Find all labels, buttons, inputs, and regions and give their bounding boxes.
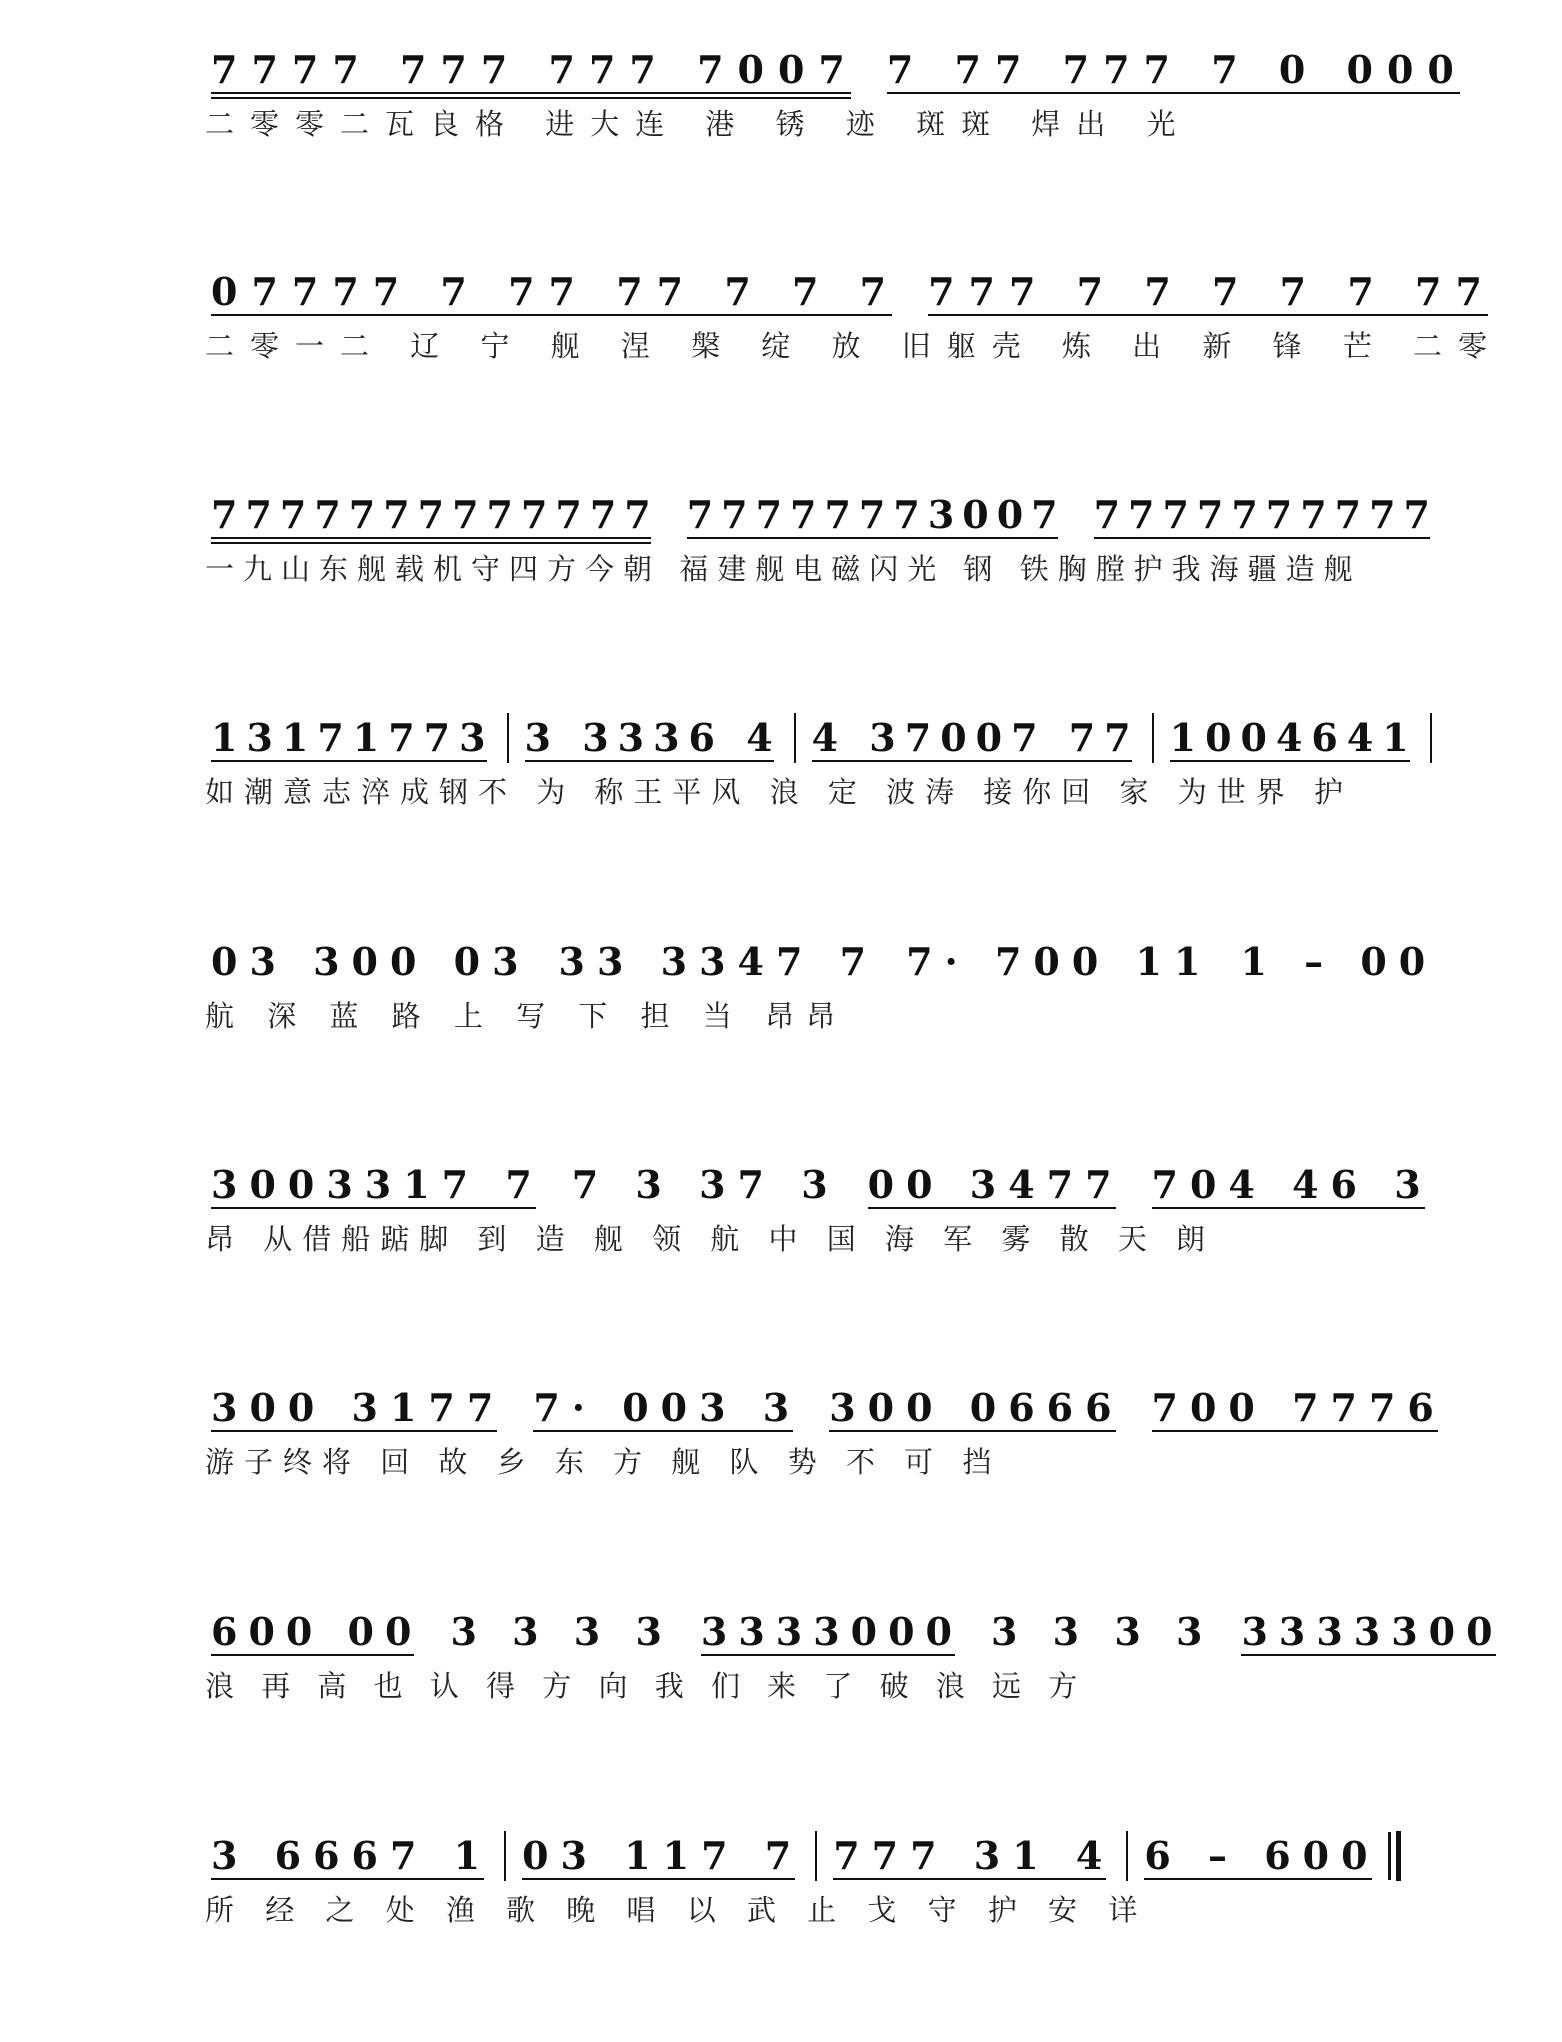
measure: 3 3 3 3 [450,1609,673,1654]
measure: 7777777777 [1093,492,1438,537]
measure: 600 00 [211,1609,423,1654]
notes-line-7 [205,1378,1450,1438]
measure: 7777777777777 [205,485,665,545]
lyrics-line-6: 昂 从借船踮脚 到 造 舰 领 航 中 国 海 军 雾 散 天 朗 [205,1222,1216,1256]
measure: 7· 700 11 [906,939,1213,984]
measure: 1004641 [1169,715,1418,760]
measure: 300 0666 [829,1385,1124,1430]
measure: 300 3177 [211,1385,506,1430]
lyrics-line-7: 游子终将 回 故 乡 东 方 舰 队 势 不 可 挡 [205,1445,1002,1479]
measure: 03 117 7 [522,1833,804,1878]
measure: 7· 003 3 [533,1385,802,1430]
measure: 3 3 3 3 [990,1609,1214,1654]
final-barline [1396,1831,1401,1881]
notes-line-6 [205,1155,1450,1215]
score-system-8 [205,1602,1504,1712]
barline [1430,713,1432,763]
measure: 33 3347 7 [558,939,879,984]
score-system-6 [205,1155,1450,1265]
barline [1152,713,1154,763]
barline [1126,1831,1128,1881]
barline [504,1831,506,1881]
notes-line-3 [205,485,1450,545]
lyrics-line-8: 浪 再 高 也 认 得 方 向 我 们 来 了 破 浪 远 方 [205,1669,1087,1703]
measure: 77777773007 [686,492,1066,537]
barline [507,713,509,763]
score-system-4 [205,708,1450,818]
lyrics-line-2: 二零一二 辽 宁 舰 涅 槃 绽 放 旧躯壳 炼 出 新 锋 芒 二零 [205,329,1504,363]
measure: 3003317 7 [211,1162,544,1207]
lyrics-line-3: 一九山东舰载机守四方今朝 福建舰电磁闪光 钢 铁胸膛护我海疆造舰 [205,552,1362,586]
measure: 6 – 600 [1144,1833,1380,1878]
measure: 777 7 7 7 7 7 77 [928,269,1496,314]
notes-line-1 [205,40,1468,100]
measure: 03 300 03 [211,939,531,984]
lyrics-line-4: 如潮意志淬成钢不 为 称王平风 浪 定 波涛 接你回 家 为世界 护 [205,775,1353,809]
measure: 777 31 4 [833,1833,1115,1878]
measure: 7777 777 777 7007 [205,40,865,100]
measure: 07777 7 77 77 7 7 7 [211,269,901,314]
measure: 4 37007 77 [811,715,1140,760]
measure: 7 3 37 3 [571,1162,840,1207]
measure: 7 77 777 7 0 000 [886,47,1468,92]
score-system-7 [205,1378,1450,1488]
score-system-3 [205,485,1450,595]
lyrics-line-9: 所 经 之 处 渔 歌 晚 唱 以 武 止 戈 守 护 安 详 [205,1893,1149,1927]
measure: 3 3336 4 [524,715,782,760]
notes-line-5 [205,932,1450,992]
measure: 704 46 3 [1151,1162,1433,1207]
measure: 1 – 00 [1240,939,1438,984]
lyrics-line-1: 二零零二瓦良格 进大连 港 锈 迹 斑斑 焊出 光 [205,107,1192,141]
notes-line-4 [205,708,1450,768]
notes-line-9 [205,1826,1450,1886]
notes-line-8 [205,1602,1504,1662]
score-system-1 [205,40,1468,150]
measure: 00 3477 [867,1162,1124,1207]
barline [815,1831,817,1881]
measure: 3333000 [700,1609,963,1654]
measure: 13171773 [211,715,495,760]
barline [794,713,796,763]
measure: 700 7776 [1151,1385,1446,1430]
lyrics-line-5: 航 深 蓝 路 上 写 下 担 当 昂昂 [205,999,847,1033]
score-system-9 [205,1826,1450,1936]
score-system-2 [205,262,1504,372]
measure: 3 6667 1 [211,1833,493,1878]
score-system-5 [205,932,1450,1042]
measure: 3333300 [1241,1609,1504,1654]
notes-line-2 [205,262,1496,322]
